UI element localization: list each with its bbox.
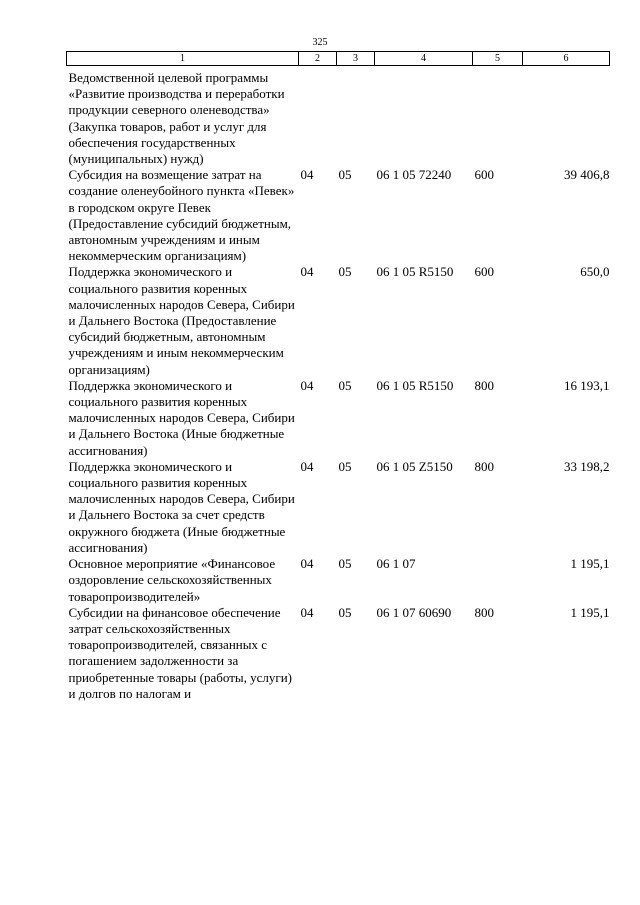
- row-subsection: [337, 66, 375, 168]
- table-row: [67, 459, 610, 556]
- row-type: 800: [474, 377, 494, 393]
- table-row: [67, 167, 610, 264]
- row-name: Ведомственной целевой программы «Развитие производства и переработки продукции северного оленеводства» (Закупка товаров, работ и услуг для обеспечения государственных (муниципальных) нужд): [68, 70, 285, 167]
- row-section: 04: [300, 264, 314, 280]
- row-target: [375, 66, 473, 168]
- row-subsection: 05: [338, 167, 352, 183]
- row-amount: 16 193,1: [564, 377, 610, 393]
- row-subsection: 05: [338, 604, 352, 620]
- page-number: 325: [312, 37, 328, 48]
- column-header: 2: [299, 52, 337, 66]
- row-section: 04: [300, 167, 314, 183]
- row-section: [299, 66, 337, 168]
- row-type: [473, 556, 523, 605]
- row-amount: 39 406,8: [564, 167, 610, 183]
- row-subsection: 05: [338, 556, 352, 572]
- row-amount: 1 195,1: [570, 604, 610, 620]
- row-type: 600: [474, 167, 494, 183]
- row-target: 06 1 05 Z5150: [376, 458, 453, 474]
- column-header: 4: [375, 52, 473, 66]
- column-header: 5: [473, 52, 523, 66]
- row-type: 800: [474, 604, 494, 620]
- column-header: 3: [337, 52, 375, 66]
- row-section: 04: [300, 458, 314, 474]
- row-amount: [523, 66, 610, 168]
- row-section: 04: [300, 556, 314, 572]
- table-row: [67, 264, 610, 377]
- table-row: [67, 66, 610, 168]
- row-target: 06 1 05 72240: [376, 167, 452, 183]
- row-name: Поддержка экономического и социального развития коренных малочисленных народов Севера, Сибири и Дальнего Востока (Предоставление субсидий бюджетным, автономным учреждениям и иным некоммерческим организациям): [68, 264, 295, 377]
- row-target: 06 1 05 R5150: [376, 377, 454, 393]
- row-name: Поддержка экономического и социального развития коренных малочисленных народов Севера, Сибири и Дальнего Востока (Иные бюджетные ассигнования): [68, 377, 295, 458]
- table-row: [67, 605, 610, 702]
- table-row: [67, 378, 610, 459]
- row-type: 600: [474, 264, 494, 280]
- row-name: Основное мероприятие «Финансовое оздоровление сельскохозяйственных товаропроизводителей»: [68, 556, 276, 604]
- row-type: 800: [474, 458, 494, 474]
- row-amount: 650,0: [580, 264, 610, 280]
- row-name: Субсидия на возмещение затрат на создание оленеубойного пункта «Певек» в городском округе Певек (Предоставление субсидий бюджетным, автономным учреждениям и иным некоммерческим организациям): [68, 167, 295, 264]
- row-subsection: 05: [338, 377, 352, 393]
- row-type: [473, 66, 523, 168]
- row-target: 06 1 07: [376, 556, 416, 572]
- row-target: 06 1 07 60690: [376, 604, 452, 620]
- row-name: Субсидии на финансовое обеспечение затрат сельскохозяйственных товаропроизводителей, связанных с погашением задолженности за приобретенные товары (работы, услуги) и долгов по налогам и: [68, 604, 292, 701]
- column-header: 1: [67, 52, 299, 66]
- row-amount: 33 198,2: [564, 458, 610, 474]
- row-section: 04: [300, 377, 314, 393]
- row-section: 04: [300, 604, 314, 620]
- table-row: [67, 556, 610, 605]
- budget-table: [66, 51, 610, 702]
- table-header-row: [67, 52, 610, 66]
- row-subsection: 05: [338, 264, 352, 280]
- row-subsection: 05: [338, 458, 352, 474]
- row-target: 06 1 05 R5150: [376, 264, 454, 280]
- column-header: 6: [523, 52, 610, 66]
- row-amount: 1 195,1: [570, 556, 610, 572]
- row-name: Поддержка экономического и социального развития коренных малочисленных народов Севера, Сибири и Дальнего Востока за счет средств окружного бюджета (Иные бюджетные ассигнования): [68, 458, 295, 555]
